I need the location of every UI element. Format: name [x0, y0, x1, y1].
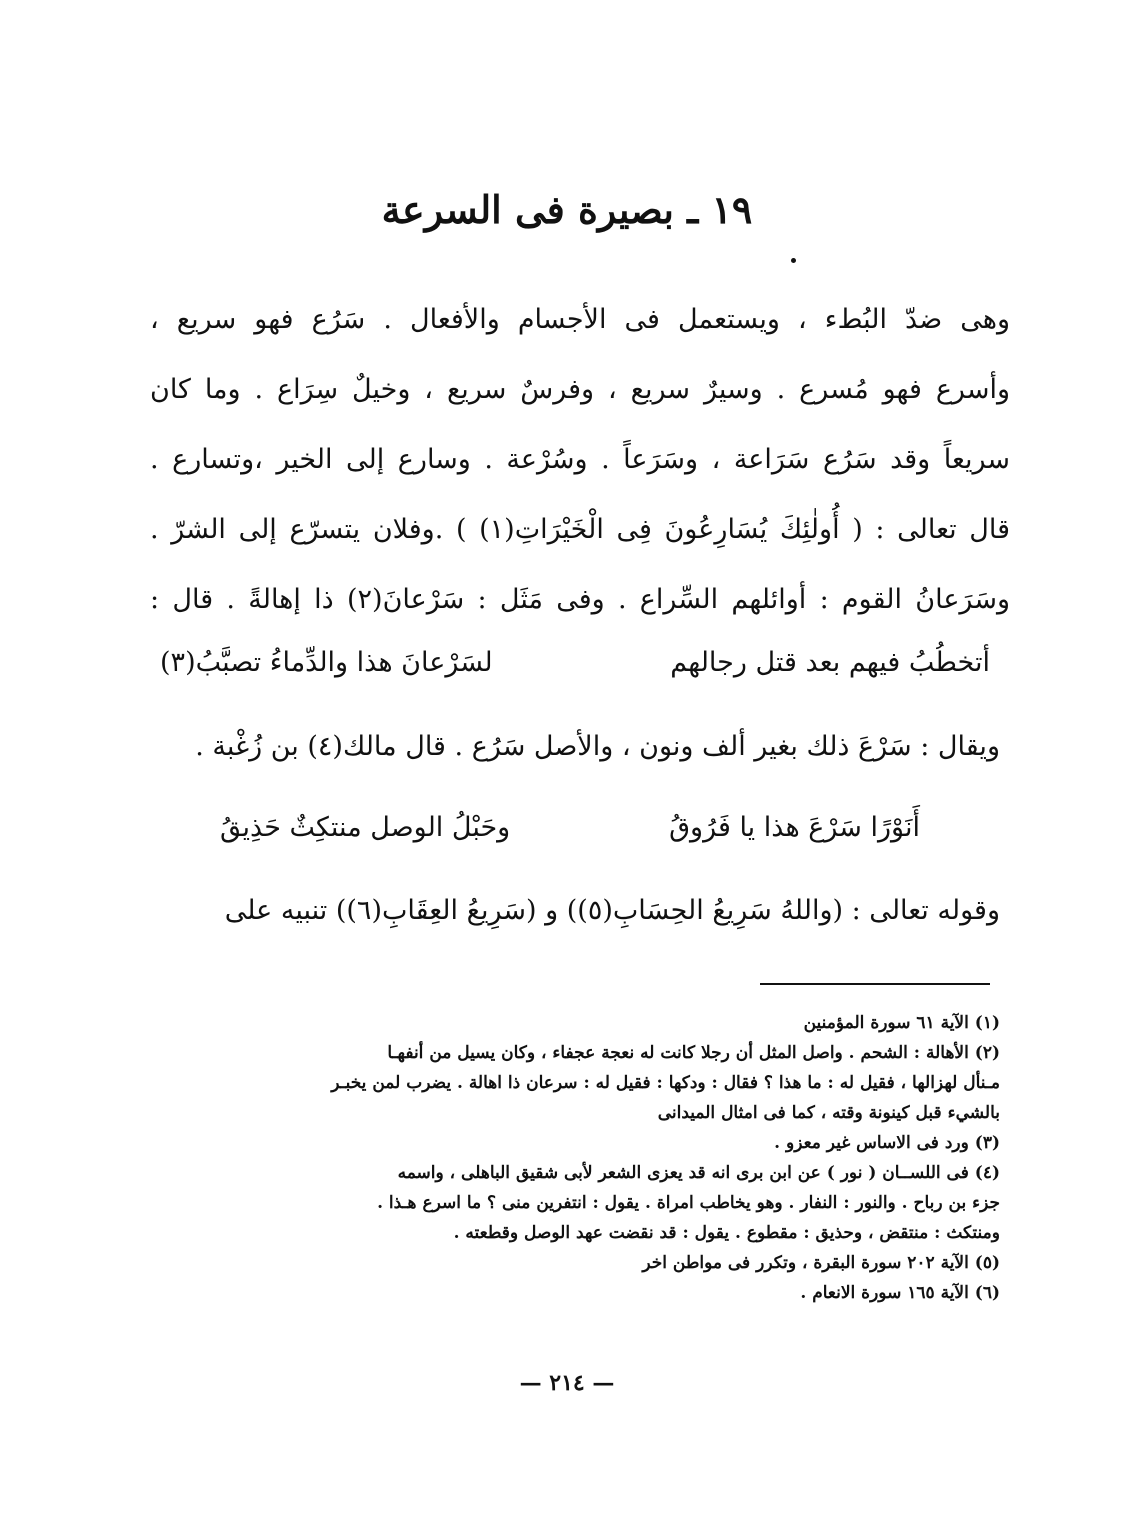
paragraph-line: سريعاً وقد سَرُع سَرَاعة ، وسَرَعاً . وسُرْعة . وسارع إلى الخير ،وتسارع .: [150, 444, 1010, 475]
footnote-line: مـنأل لهزالها ، فقيل له : ما هذا ؟ فقال : ودكها : فقيل له : سرعان ذا اهالة . يضرب لمن يخبـر: [331, 1073, 1000, 1093]
verse-1: [160, 628, 990, 698]
verse-2: [220, 793, 920, 863]
footnote-line: (٦) الآية ١٦٥ سورة الانعام .: [800, 1283, 1000, 1303]
footnote-line: (٣) ورد فى الاساس غير معزو .: [774, 1133, 1000, 1153]
footnote-line: ومنتكث : منتقض ، وحذيق : مقطوع . يقول : قد نقضت عهد الوصل وقطعته .: [453, 1223, 1000, 1243]
paragraph-line: وأسرع فهو مُسرع . وسيرٌ سريع ، وفرسٌ سريع ، وخيلٌ سِرَاع . وما كان: [150, 374, 1010, 405]
section-heading: ١٩ ـ بصيرة فى السرعة: [381, 187, 753, 232]
paragraph-line-after-verse-2: وقوله تعالى : (واللهُ سَرِيعُ الحِسَابِ(٥)) و (سَرِيعُ العِقَابِ(٦)) تنبيه على: [224, 895, 1000, 926]
footnote-line: جزء بن رباح . والنور : النفار . وهو يخاطب امراة . يقول : انتفرين منى ؟ ما اسرع هـذا .: [377, 1193, 1000, 1213]
verse-2-first-hemistich: أَنَوْرًا سَرْعَ هذا يا فَرُوقُ: [669, 812, 920, 843]
footnote-line: (٤) فى اللســان ( نور ) عن ابن برى انه قد يعزى الشعر لأبى شقيق الباهلى ، واسمه: [397, 1163, 1000, 1183]
main-paragraph: [150, 285, 1010, 635]
paragraph-line-after-verse-1: ويقال : سَرْعَ ذلك بغير ألف ونون ، والأصل سَرُع . قال مالك(٤) بن زُغْبة .: [195, 731, 1000, 762]
verse-1-second-hemistich: لسَرْعانَ هذا والدِّماءُ تصبَّبُ(٣): [160, 647, 493, 678]
verse-1-first-hemistich: أتخطُبُ فيهم بعد قتل رجالهم: [670, 647, 990, 678]
page-number: — ٢١٤ —: [519, 1370, 615, 1396]
footnote-line: (١) الآية ٦١ سورة المؤمنين: [803, 1013, 1000, 1033]
footnote-line: (٥) الآية ٢٠٢ سورة البقرة ، وتكرر فى مواطن اخر: [642, 1253, 1000, 1273]
paragraph-line: قال تعالى : ( أُولٰئِكَ يُسَارِعُونَ فِى الْخَيْرَاتِ(١) ) .وفلان يتسرّع إلى الشرّ .: [150, 514, 1010, 545]
ornament-dot: [791, 258, 796, 263]
footnote-line: (٢) الأهالة : الشحم . واصل المثل أن رجلا كانت له نعجة عجفاء ، وكان يسيل من أنفهـا: [387, 1043, 1000, 1063]
footnote-separator: [760, 983, 990, 985]
paragraph-line: وسَرَعانُ القوم : أوائلهم السِّراع . وفى مَثَل : سَرْعانَ(٢) ذا إهالةً . قال :: [150, 584, 1010, 615]
verse-2-second-hemistich: وحَبْلُ الوصل منتكِثٌ حَذِيقُ: [220, 812, 511, 843]
footnotes: [150, 1008, 1000, 1308]
footnote-line: بالشيء قبل كينونة وقته ، كما فى امثال الميدانى: [657, 1103, 1000, 1123]
paragraph-line: وهى ضدّ البُطء ، ويستعمل فى الأجسام والأفعال . سَرُع فهو سريع ،: [150, 304, 1010, 335]
